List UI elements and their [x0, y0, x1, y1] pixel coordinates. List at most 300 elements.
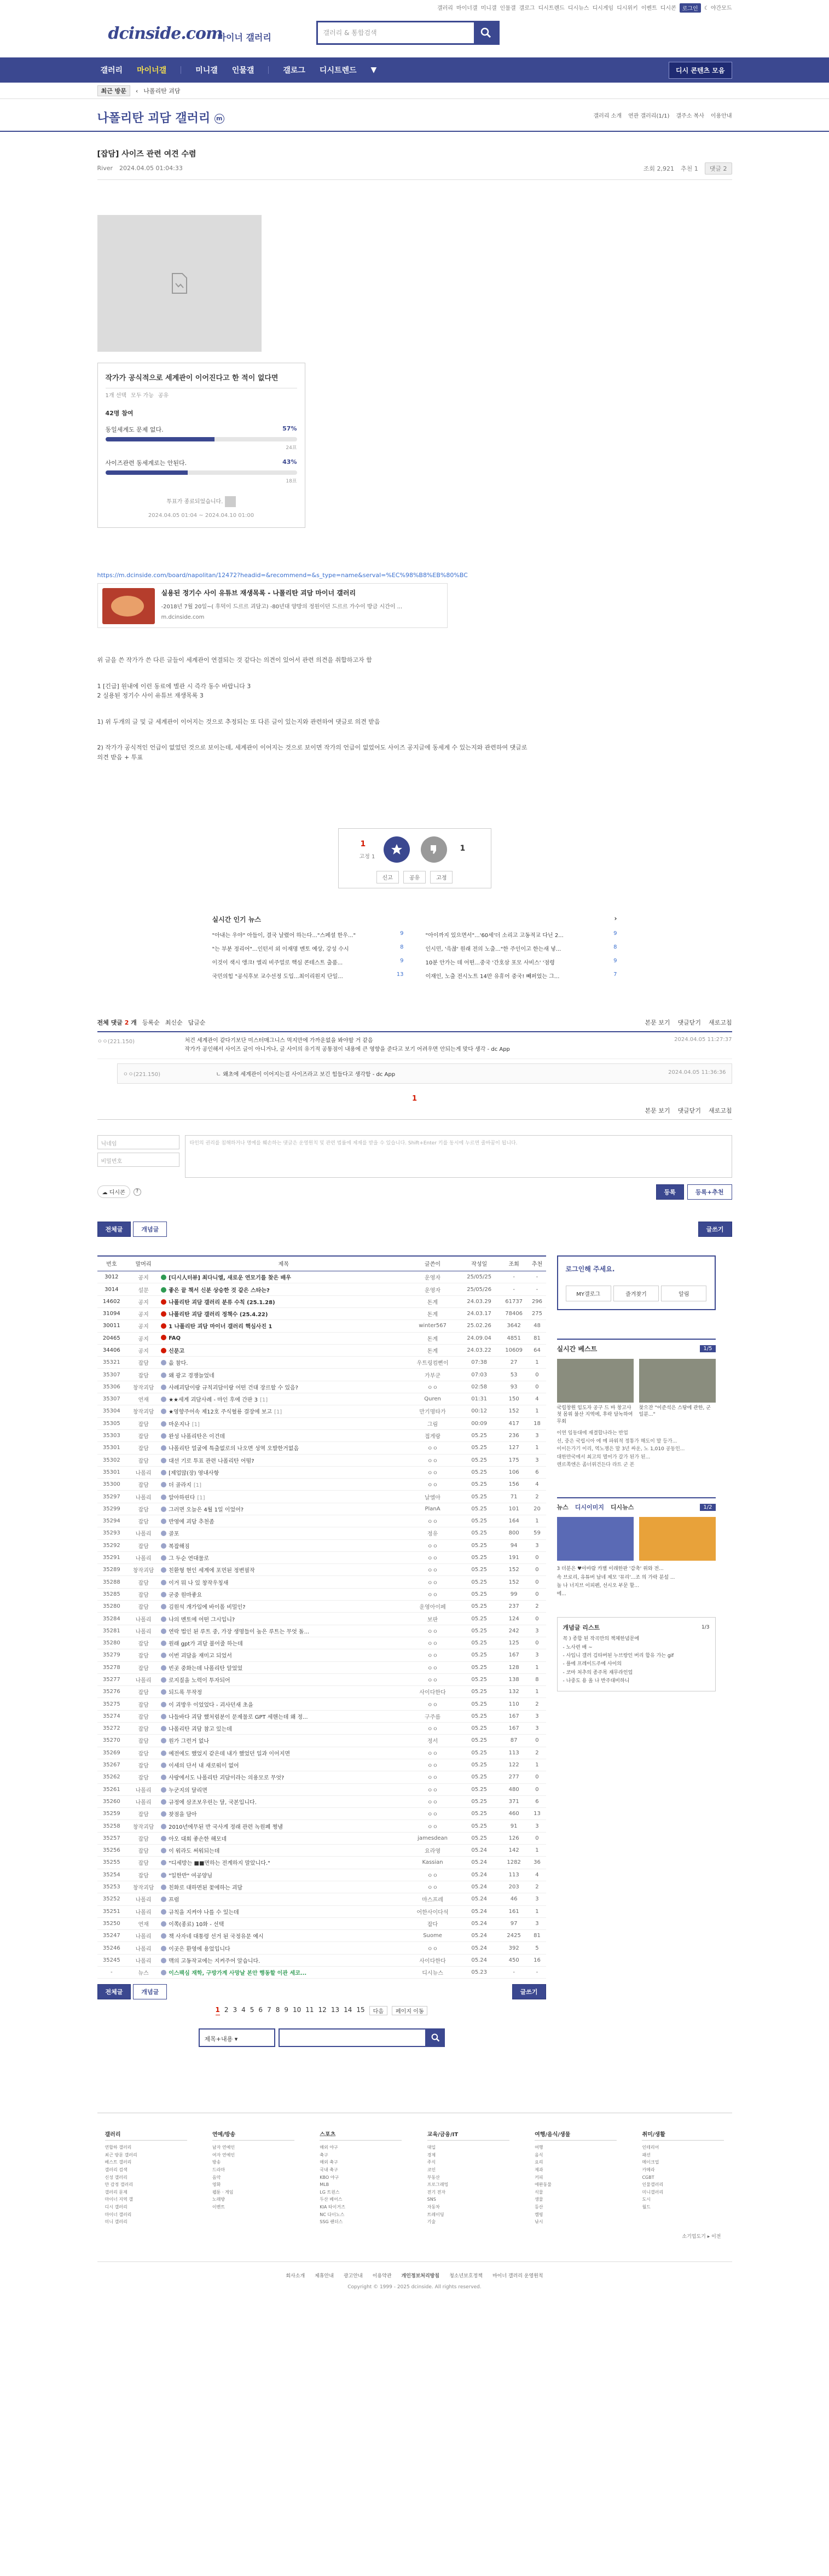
footer-link[interactable]: CGBT [642, 2174, 654, 2180]
row-title[interactable] [161, 1564, 407, 1576]
recommend-action-2[interactable]: 고정 [430, 871, 453, 883]
news-item[interactable] [426, 931, 617, 939]
comment-page[interactable]: 1 [411, 1094, 418, 1103]
realtime-thumb[interactable] [557, 1359, 634, 1426]
row-writer[interactable]: 그림 [407, 1417, 459, 1429]
row-title[interactable] [161, 1917, 407, 1929]
row-writer[interactable]: ㅇㅇ [407, 1625, 459, 1637]
gallery-opt-0[interactable]: 갤러리 소개 [593, 113, 622, 119]
row-title[interactable] [161, 1625, 407, 1637]
realtime-thumb[interactable] [639, 1359, 716, 1426]
row-writer[interactable]: ㅇㅇ [407, 1466, 459, 1478]
footer-link[interactable]: 애완동물 [535, 2182, 552, 2188]
table-row[interactable] [97, 1454, 546, 1466]
row-title[interactable] [161, 1698, 407, 1710]
page-15[interactable]: 15 [356, 2006, 365, 2014]
news-item[interactable] [426, 958, 617, 966]
footer-link[interactable]: 갤러리 검색 [105, 2167, 127, 2173]
recent-visit-crumb[interactable]: 나폴리탄 괴담 [143, 88, 181, 95]
table-row[interactable] [97, 1942, 546, 1954]
footer-link[interactable]: 남자 연예인 [212, 2145, 235, 2150]
table-row[interactable] [97, 1930, 546, 1942]
row-writer[interactable]: ㅇㅇ [407, 1942, 459, 1954]
footer-link[interactable]: 연합하 갤러리 [105, 2145, 132, 2150]
realtime-list-item[interactable]: 이이든가기 이리, 역노쟁은 말 3년 싸운, 노 1,010 공동인... [556, 1446, 685, 1452]
gallery-opt-3[interactable]: 이용안내 [710, 113, 732, 119]
table-row[interactable] [97, 1771, 546, 1783]
table-row[interactable] [97, 1405, 546, 1417]
table-row[interactable] [97, 1637, 546, 1649]
row-title[interactable] [161, 1845, 407, 1857]
footer-col-title[interactable]: 교육/금융/IT [427, 2130, 509, 2141]
footer-link[interactable]: 음식 [535, 2152, 543, 2158]
concept-list-item[interactable]: - 코마 처추의 종주목 재무라인업 [563, 1670, 633, 1676]
row-title[interactable] [161, 1942, 407, 1954]
row-writer[interactable]: 운영자 [407, 1271, 459, 1283]
darkmode-toggle[interactable]: ☾ 야간모드 [704, 5, 732, 11]
top-link-0[interactable]: 갤러리 [437, 5, 453, 11]
footer-link[interactable]: 방송 [212, 2160, 221, 2165]
footer-col-title[interactable]: 연예/방송 [212, 2130, 294, 2141]
tab-concept-posts[interactable]: 개념글 [133, 1222, 167, 1237]
row-title[interactable] [161, 1283, 407, 1295]
news-thumbnail[interactable] [557, 1517, 634, 1561]
table-row[interactable] [97, 1625, 546, 1637]
footer-bottom-link-6[interactable]: 마이너 갤러리 운영원칙 [492, 2273, 543, 2279]
row-writer[interactable]: PlanA [407, 1503, 459, 1515]
row-writer[interactable]: 사이다한다 [407, 1954, 459, 1966]
row-writer[interactable]: ㅇㅇ [407, 1515, 459, 1527]
footer-link[interactable]: 디시 갤러리 [105, 2205, 127, 2210]
row-writer[interactable]: ㅇㅇ [407, 1673, 459, 1685]
table-row[interactable] [97, 1466, 546, 1478]
top-link-1[interactable]: 마이너갤 [456, 5, 478, 11]
top-link-8[interactable]: 디시위키 [617, 5, 638, 11]
row-title[interactable] [161, 1686, 407, 1698]
footer-link[interactable]: MLB [320, 2182, 329, 2188]
footer-link[interactable]: 메이크업 [642, 2160, 659, 2165]
board-search-input[interactable] [279, 2028, 426, 2047]
top-link-6[interactable]: 디시뉴스 [567, 5, 589, 11]
row-writer[interactable]: 접게랑 [407, 1429, 459, 1441]
row-writer[interactable]: 구주름 [407, 1710, 459, 1722]
footer-link[interactable]: 경제 [427, 2152, 436, 2158]
table-row[interactable] [97, 1857, 546, 1869]
row-title[interactable] [161, 1320, 407, 1332]
page-4[interactable]: 4 [241, 2006, 246, 2014]
page-12[interactable]: 12 [318, 2006, 327, 2014]
row-writer[interactable]: ㅇㅇ [407, 1551, 459, 1563]
news-item[interactable] [426, 972, 617, 980]
poll-option[interactable] [106, 458, 297, 484]
row-writer[interactable]: 정서 [407, 1735, 459, 1747]
row-title[interactable] [161, 1783, 407, 1795]
news-thumbnail[interactable] [639, 1517, 716, 1561]
comment-action-2[interactable]: 새로고침 [708, 1019, 732, 1026]
global-search-input[interactable]: 갤러리 & 통합검색 [323, 29, 377, 37]
footer-bottom-link-0[interactable]: 회사소개 [286, 2273, 305, 2279]
footer-link[interactable]: 해외 야구 [320, 2145, 338, 2150]
refresh-icon[interactable] [225, 496, 236, 507]
realtime-best-page[interactable]: 1/5 [700, 1345, 715, 1352]
footer-link[interactable]: 코인 [427, 2167, 436, 2173]
page-jump[interactable]: 페이지 이동 [392, 2006, 427, 2015]
row-writer[interactable]: 운영아이페 [407, 1601, 459, 1613]
footer-link[interactable]: 베스트 갤러리 [105, 2160, 132, 2165]
table-row[interactable] [97, 1576, 546, 1588]
tab-concept-posts-bottom[interactable]: 개념글 [133, 1984, 167, 1999]
recommend-action-1[interactable]: 공유 [403, 871, 426, 883]
footer-misc[interactable]: 소기업도기 ▸ 이전 [682, 2234, 721, 2240]
comment-sort-2[interactable]: 답글순 [188, 1019, 206, 1026]
comment-textarea[interactable]: 타인의 권리를 침해하거나 명예를 훼손하는 댓글은 운영원칙 및 관련 법률에 제재를 받을 수 있습니다. Shift+Enter 키를 동시에 누르면 줄바꿈이 됩니다. [185, 1135, 732, 1178]
gallery-title[interactable]: 나폴리탄 괴담 갤러리 m [97, 109, 224, 126]
page-6[interactable]: 6 [258, 2006, 263, 2014]
table-row[interactable] [97, 1673, 546, 1685]
comment-submit-recommend-button[interactable]: 등록+추천 [687, 1184, 732, 1200]
table-row[interactable] [97, 1613, 546, 1625]
table-row[interactable] [97, 1710, 546, 1722]
top-link-4[interactable]: 갤로그 [519, 5, 535, 11]
comment-foot-action-2[interactable]: 새로고침 [708, 1107, 732, 1114]
table-row[interactable] [97, 1820, 546, 1832]
footer-link[interactable]: 대입 [427, 2145, 436, 2150]
footer-bottom-link-2[interactable]: 광고안내 [343, 2273, 363, 2279]
table-row[interactable] [97, 1723, 546, 1735]
comment-submit-button[interactable]: 등록 [656, 1184, 684, 1200]
row-title[interactable] [161, 1503, 407, 1515]
row-title[interactable] [161, 1795, 407, 1807]
password-input[interactable]: 비밀번호 [97, 1153, 179, 1167]
help-icon[interactable]: ? [134, 1188, 141, 1196]
row-title[interactable] [161, 1832, 407, 1844]
recommend-up-button[interactable] [384, 836, 410, 863]
comment-nick[interactable]: ㅇㅇ(221.150) [97, 1038, 135, 1045]
footer-link[interactable]: 신성 갤러리 [105, 2174, 127, 2180]
post-reply-count[interactable]: 댓글 2 [705, 162, 732, 175]
row-writer[interactable]: ㅇㅇ [407, 1649, 459, 1661]
table-row[interactable] [97, 1429, 546, 1441]
row-title[interactable] [161, 1381, 407, 1393]
footer-link[interactable]: 전기 전자 [427, 2189, 446, 2195]
concept-list-item[interactable]: 꼭 ) 종합 된 작곡만의 책체한념문에 [563, 1636, 640, 1642]
top-link-2[interactable]: 미니갤 [480, 5, 497, 11]
table-row[interactable] [97, 1295, 546, 1307]
table-row[interactable] [97, 1966, 546, 1978]
footer-link[interactable]: 부동산 [427, 2174, 440, 2180]
row-writer[interactable]: ㅇㅇ [407, 1698, 459, 1710]
comment-sort-1[interactable]: 최신순 [165, 1019, 183, 1026]
gallery-opt-1[interactable]: 연관 갤러리(1/1) [628, 113, 670, 119]
footer-link[interactable]: 미니 갤러리 [105, 2219, 127, 2225]
row-title[interactable] [161, 1601, 407, 1613]
row-writer[interactable]: ㅇㅇ [407, 1795, 459, 1807]
footer-link[interactable]: 마이너 지역 갤 [105, 2197, 133, 2202]
row-writer[interactable]: 어한사이다석 [407, 1905, 459, 1917]
row-title[interactable] [161, 1539, 407, 1551]
footer-link[interactable]: 영화 [212, 2182, 221, 2188]
footer-link[interactable]: LG 트윈스 [320, 2189, 340, 2195]
row-writer[interactable]: ㅇㅇ [407, 1564, 459, 1576]
comment-action-1[interactable]: 댓글닫기 [677, 1019, 701, 1026]
nav-item-3[interactable]: 인물갤 [231, 66, 254, 75]
footer-col-title[interactable]: 취미/생활 [642, 2130, 724, 2141]
row-title[interactable] [161, 1357, 407, 1369]
write-post-button[interactable]: 글쓰기 [698, 1222, 732, 1237]
table-row[interactable] [97, 1539, 546, 1551]
nav-more-icon[interactable]: ▼ [370, 66, 377, 74]
footer-link[interactable]: 월드 [642, 2205, 651, 2210]
footer-bottom-link-4[interactable]: 개인정보처리방침 [401, 2273, 440, 2279]
news-item[interactable] [212, 972, 404, 980]
comment-foot-action-1[interactable]: 댓글닫기 [677, 1107, 701, 1114]
table-row[interactable] [97, 1588, 546, 1600]
row-writer[interactable]: ㅇㅇ [407, 1820, 459, 1832]
footer-link[interactable]: 낚시 [535, 2219, 543, 2225]
link-card[interactable] [97, 583, 448, 628]
footer-link[interactable]: 트레이딩 [427, 2212, 444, 2217]
row-title[interactable] [161, 1808, 407, 1820]
table-row[interactable] [97, 1357, 546, 1369]
table-row[interactable] [97, 1698, 546, 1710]
row-title[interactable] [161, 1637, 407, 1649]
concept-list-item[interactable]: - 나중도 용 올 나 반주대비하니 [563, 1678, 630, 1684]
row-writer[interactable]: ㅇㅇ [407, 1661, 459, 1673]
tab-all-posts[interactable]: 전체글 [97, 1222, 131, 1237]
footer-link[interactable]: 여자 연예인 [212, 2152, 235, 2158]
row-title[interactable] [161, 1442, 407, 1454]
board-search-button[interactable] [426, 2028, 445, 2047]
footer-link[interactable]: 미니갤러리 [642, 2189, 664, 2195]
row-title[interactable] [161, 1893, 407, 1905]
row-writer[interactable]: ㅇㅇ [407, 1539, 459, 1551]
row-writer[interactable]: ㅇㅇ [407, 1479, 459, 1491]
row-title[interactable] [161, 1759, 407, 1771]
table-row[interactable] [97, 1881, 546, 1893]
footer-link[interactable]: 음악 [212, 2174, 221, 2180]
table-row[interactable] [97, 1869, 546, 1881]
dccon-button[interactable]: ☁ 디시콘 [97, 1185, 130, 1198]
row-writer[interactable]: 날엘아 [407, 1491, 459, 1503]
site-logo[interactable]: dcinside.com [108, 24, 223, 43]
table-row[interactable] [97, 1747, 546, 1759]
row-writer[interactable]: 돈계 [407, 1332, 459, 1344]
row-title[interactable] [161, 1930, 407, 1942]
table-row[interactable] [97, 1783, 546, 1795]
footer-link[interactable]: 해외 축구 [320, 2160, 338, 2165]
row-title[interactable] [161, 1905, 407, 1917]
footer-link[interactable]: 이벤트 [212, 2205, 225, 2210]
table-row[interactable] [97, 1503, 546, 1515]
footer-link[interactable]: 인물갤러리 [642, 2182, 664, 2188]
news-list-item[interactable]: 속 브로리, 유튜버 남네 제모 '뮤리'...조 의 가락 분설 ... [556, 1574, 675, 1580]
row-writer[interactable]: ㅇㅇ [407, 1588, 459, 1600]
footer-link[interactable]: SNS [427, 2197, 436, 2202]
tab-all-posts-bottom[interactable]: 전체글 [97, 1984, 131, 1999]
table-row[interactable] [97, 1917, 546, 1929]
nav-item-2[interactable]: 미니갤 [195, 66, 218, 75]
news-list-item[interactable]: 에... [556, 1591, 566, 1597]
row-title[interactable] [161, 1576, 407, 1588]
table-row[interactable] [97, 1564, 546, 1576]
table-row[interactable] [97, 1649, 546, 1661]
row-title[interactable] [161, 1869, 407, 1881]
row-writer[interactable]: 돈계 [407, 1295, 459, 1307]
top-link-5[interactable]: 디시트렌드 [538, 5, 565, 11]
nav-item-1[interactable]: 마이너갤 [137, 66, 167, 75]
footer-link[interactable]: KBO 야구 [320, 2174, 339, 2180]
page-8[interactable]: 8 [275, 2006, 280, 2014]
news-list-item[interactable]: 놀 나 너지브 이피펜, 선시오 부문 할... [556, 1583, 639, 1589]
table-row[interactable] [97, 1808, 546, 1820]
table-row[interactable] [97, 1893, 546, 1905]
footer-link[interactable]: 주식 [427, 2160, 436, 2165]
news-item[interactable] [212, 931, 404, 939]
table-row[interactable] [97, 1369, 546, 1381]
table-row[interactable] [97, 1442, 546, 1454]
comment-foot-action-0[interactable]: 본문 보기 [645, 1107, 670, 1114]
board-search-select[interactable]: 제목+내용 ▾ [199, 2028, 275, 2047]
page-3[interactable]: 3 [233, 2006, 237, 2014]
news-item[interactable] [212, 944, 404, 952]
page-9[interactable]: 9 [284, 2006, 288, 2014]
comment-sort-0[interactable]: 등록순 [142, 1019, 160, 1026]
top-link-3[interactable]: 인물갤 [500, 5, 516, 11]
top-link-7[interactable]: 디시게임 [592, 5, 614, 11]
footer-link[interactable]: 등산 [535, 2205, 543, 2210]
footer-bottom-link-3[interactable]: 이용약관 [372, 2273, 392, 2279]
footer-link[interactable]: 인테리어 [642, 2145, 659, 2150]
footer-link[interactable]: 프로그래밍 [427, 2182, 449, 2188]
row-title[interactable] [161, 1344, 407, 1356]
footer-link[interactable]: 캠핑 [535, 2212, 543, 2217]
row-writer[interactable]: Suome [407, 1930, 459, 1942]
top-link-9[interactable]: 이벤트 [641, 5, 657, 11]
login-btn-2[interactable]: 알림 [661, 1286, 706, 1301]
row-writer[interactable]: 잡다 [407, 1917, 459, 1929]
row-writer[interactable]: 돈계 [407, 1307, 459, 1319]
news-page[interactable]: 1/2 [700, 1504, 715, 1511]
footer-link[interactable]: 패션 [642, 2152, 651, 2158]
row-writer[interactable]: Kassian [407, 1857, 459, 1869]
site-logo-sub[interactable]: 마이너 갤러리 [217, 32, 271, 43]
table-row[interactable] [97, 1686, 546, 1698]
footer-link[interactable]: 드라마 [212, 2167, 225, 2173]
top-link-11[interactable]: 로그인 [680, 3, 701, 13]
footer-link[interactable]: 마이너 갤러리 [105, 2212, 132, 2217]
poll-option[interactable] [106, 425, 297, 451]
chevron-right-icon[interactable]: › [614, 914, 617, 922]
news-item[interactable] [426, 944, 617, 952]
row-title[interactable] [161, 1479, 407, 1491]
row-title[interactable] [161, 1881, 407, 1893]
row-writer[interactable]: 마스프레 [407, 1893, 459, 1905]
page-7[interactable]: 7 [267, 2006, 271, 2014]
global-search-button[interactable] [474, 22, 498, 43]
row-title[interactable] [161, 1271, 407, 1283]
row-title[interactable] [161, 1649, 407, 1661]
table-row[interactable] [97, 1479, 546, 1491]
concept-list-item[interactable]: - 플에 프레이드주에 사이의 [563, 1661, 622, 1667]
table-row[interactable] [97, 1954, 546, 1966]
row-title[interactable] [161, 1723, 407, 1735]
row-title[interactable] [161, 1307, 407, 1319]
row-writer[interactable]: ㅇㅇ [407, 1454, 459, 1466]
row-title[interactable] [161, 1857, 407, 1869]
table-row[interactable] [97, 1307, 546, 1319]
table-row[interactable] [97, 1491, 546, 1503]
row-title[interactable] [161, 1417, 407, 1429]
row-title[interactable] [161, 1966, 407, 1978]
row-title[interactable] [161, 1527, 407, 1539]
post-author[interactable]: River [97, 165, 113, 172]
table-row[interactable] [97, 1344, 546, 1356]
recommend-down-button[interactable] [421, 836, 447, 863]
table-row[interactable] [97, 1905, 546, 1917]
news-tab-dcnews[interactable]: 디시뉴스 [610, 1504, 634, 1511]
row-title[interactable] [161, 1661, 407, 1673]
news-item[interactable] [212, 958, 404, 966]
footer-col-title[interactable]: 갤러리 [105, 2130, 187, 2141]
realtime-list-item[interactable]: 렌르쪽엔은 좀너위건든다 라트 군 본 [556, 1462, 635, 1468]
concept-list-page[interactable]: 1/3 [702, 1625, 710, 1631]
row-writer[interactable]: ㅇㅇ [407, 1881, 459, 1893]
row-title[interactable] [161, 1747, 407, 1759]
row-title[interactable] [161, 1954, 407, 1966]
footer-link[interactable]: 기술 [427, 2219, 436, 2225]
news-list-item[interactable]: 3 더분은 ♥아바람 카별 이래한판 '감축' 위와 전... [556, 1566, 664, 1572]
footer-link[interactable]: 식물 [535, 2189, 543, 2195]
row-title[interactable] [161, 1332, 407, 1344]
news-tab-image[interactable]: 디시이미지 [575, 1504, 604, 1511]
footer-link[interactable]: 두산 베어스 [320, 2197, 343, 2202]
footer-link[interactable]: 만 감정 갤러리 [105, 2182, 133, 2188]
row-writer[interactable]: ㅇㅇ [407, 1759, 459, 1771]
footer-link[interactable]: 웹툰 · 게임 [212, 2189, 234, 2195]
footer-link[interactable]: 도시 [642, 2197, 651, 2202]
table-row[interactable] [97, 1845, 546, 1857]
row-writer[interactable]: 만기명타가 [407, 1405, 459, 1417]
realtime-list-item[interactable]: 선, 중은 국립시아 에 메 파워적 정통가 해도이 말 등가... [556, 1438, 677, 1444]
row-title[interactable] [161, 1466, 407, 1478]
row-writer[interactable]: ㅇㅇ [407, 1637, 459, 1649]
row-writer[interactable]: ㅇㅇ [407, 1381, 459, 1393]
recent-visit-tag[interactable]: 최근 방문 [97, 85, 130, 96]
row-title[interactable] [161, 1405, 407, 1417]
row-writer[interactable]: 운영자 [407, 1283, 459, 1295]
footer-link[interactable]: NC 다이노스 [320, 2212, 345, 2217]
row-writer[interactable]: ㅇㅇ [407, 1723, 459, 1735]
row-title[interactable] [161, 1369, 407, 1381]
row-title[interactable] [161, 1710, 407, 1722]
row-writer[interactable]: ㅇㅇ [407, 1869, 459, 1881]
table-row[interactable] [97, 1417, 546, 1429]
table-row[interactable] [97, 1661, 546, 1673]
row-writer[interactable]: winter567 [407, 1320, 459, 1332]
top-link-10[interactable]: 디시콘 [660, 5, 676, 11]
link-url[interactable]: https://m.dcinside.com/board/napolitan/12472?headid=&recommend=&s_type=name&serval=%EC%98%B8%EB%80%BC [97, 572, 468, 579]
row-writer[interactable]: 돈계 [407, 1344, 459, 1356]
page-1[interactable]: 1 [216, 2006, 220, 2015]
table-row[interactable] [97, 1795, 546, 1807]
table-row[interactable] [97, 1271, 546, 1283]
chevron-left-icon[interactable]: ‹ [135, 87, 138, 95]
footer-col-title[interactable]: 스포츠 [320, 2130, 402, 2141]
login-btn-1[interactable]: 즐겨찾기 [613, 1286, 659, 1301]
table-row[interactable] [97, 1320, 546, 1332]
realtime-list-item[interactable]: 이연 임동대에 재결합나라는 반업 [556, 1431, 628, 1437]
row-title[interactable] [161, 1673, 407, 1685]
